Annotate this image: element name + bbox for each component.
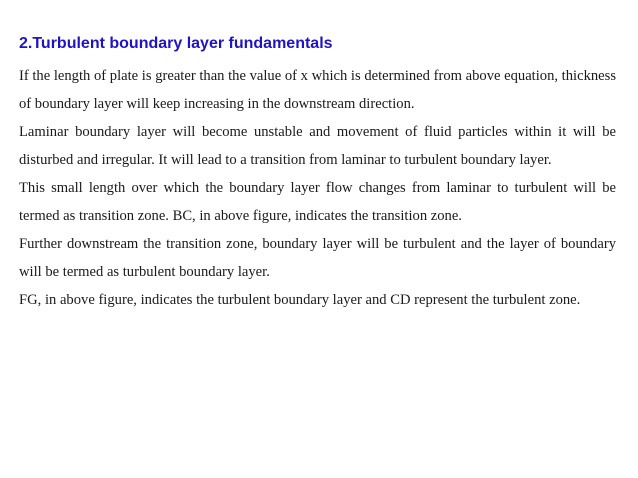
paragraph-plate-length: If the length of plate is greater than the value of x which is determined from above equation, thickness of boundary layer will keep increasing in the downstream direction. [19,68,616,112]
paragraph-turbulent-layer: Further downstream the transition zone, boundary layer will be turbulent and the layer of boundary will be termed as turbulent boundary layer. [19,236,616,280]
body-text [19,62,616,314]
paragraph-transition-zone: This small length over which the boundary layer flow changes from laminar to turbulent will be termed as transition zone. BC, in above figure, indicates the transition zone. [19,180,616,224]
paragraph-laminar-instability: Laminar boundary layer will become unstable and movement of fluid particles within it will be disturbed and irregular. It will lead to a transition from laminar to turbulent boundary layer. [19,124,616,168]
section-heading: 2.Turbulent boundary layer fundamentals [19,35,333,52]
paragraph-fg-cd: FG, in above figure, indicates the turbulent boundary layer and CD represent the turbulent zone. [19,292,581,308]
